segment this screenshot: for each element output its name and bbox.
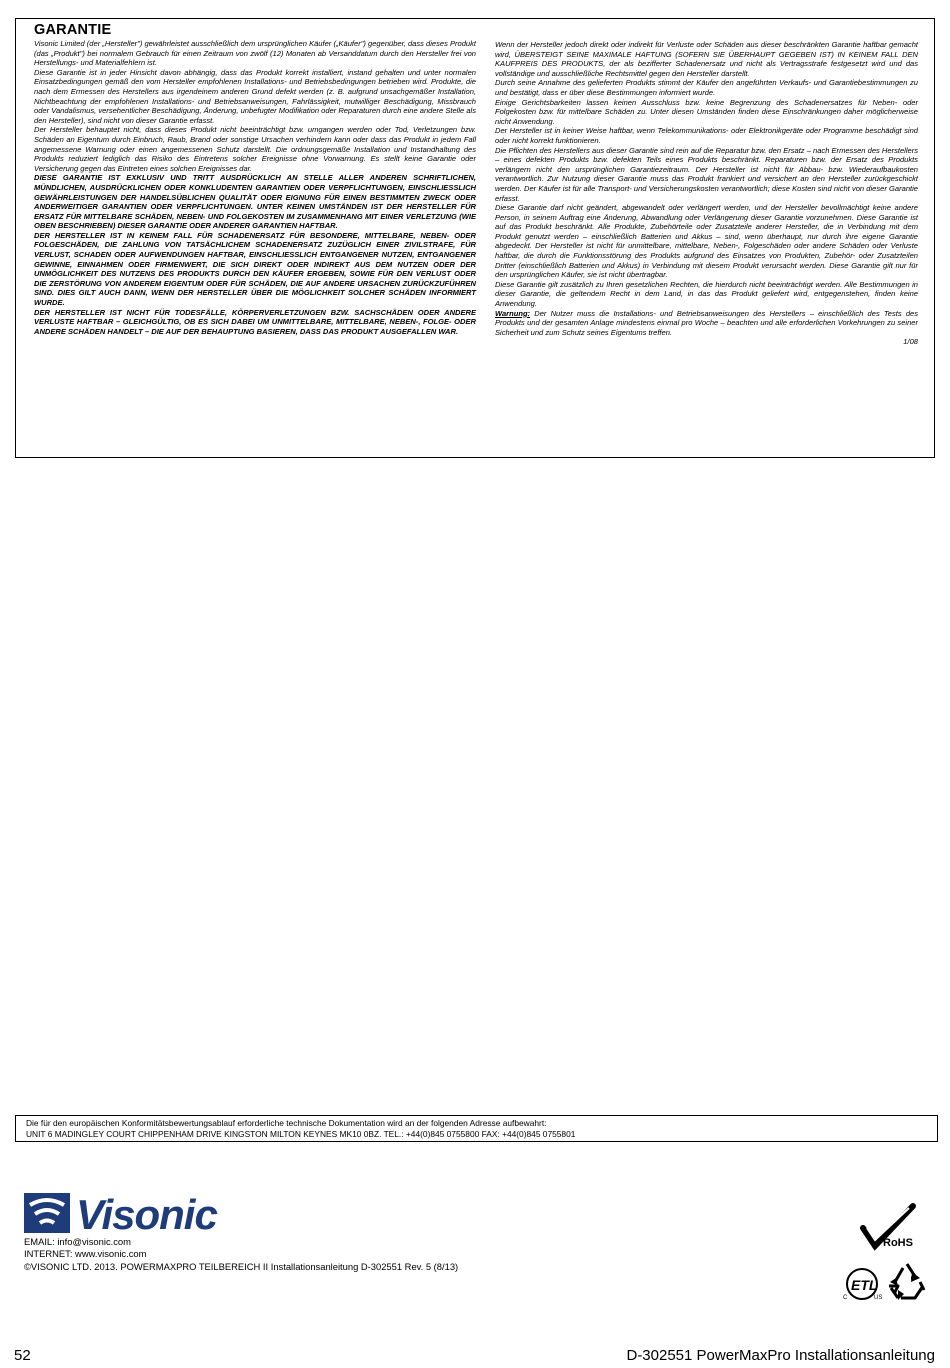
warranty-paragraph: Die Pflichten des Herstellers aus dieser Garantie sind rein auf die Reparatur bzw. den Ersatz – nach Ermessen des Herstellers – eines defekten Produkts bzw. defekten Teils eines Produkts beschränkt. Reparaturen bzw. der Ersatz des Produkts verlängern nicht den ursprünglichen Garantiezeitraum. Der Hersteller ist nicht für Abbau- bzw. Wiederaufbaukosten verantwortlich. Zur Nutzung dieser Garantie muss das Produkt frankiert und versichert an den Hersteller zurückgeschickt werden. Der Käufer ist für alle Transport- und Versicherungskosten verantwortlich; diese Kosten sind nicht von dieser Garantie erfasst. bbox=[495, 145, 918, 203]
conformity-address: UNIT 6 MADINGLEY COURT CHIPPENHAM DRIVE KINGSTON MILTON KEYNES MK10 0BZ. TEL.: +44(0)845 0755800 FAX: +44(0)845 0755801 bbox=[26, 1128, 576, 1139]
contact-email: EMAIL: info@visonic.com bbox=[24, 1236, 131, 1247]
warning-text: Der Nutzer muss die Installations- und Betriebsanweisungen des Herstellers – einschließlich des Tests des Produkts und der gesamten Anlage mindestens einmal pro Woche – beachten und alle erforderlichen Vorkehrungen zu seiner Sicherheit und zum Schutz seines Eigentums treffen. bbox=[495, 308, 918, 337]
conformity-notice bbox=[15, 1115, 938, 1142]
warranty-paragraph: Diese Garantie gilt zusätzlich zu Ihren gesetzlichen Rechten, die hierdurch nicht beeinträchtigt werden. Alle Bestimmungen in dieser Garantie, die geltendem Recht in dem Land, in das das Produkt geliefert wird, entgegenstehen, finden keine Anwendung. bbox=[495, 279, 918, 309]
rohs-label: RoHS bbox=[883, 1237, 913, 1249]
warning-label: Warnung: bbox=[495, 308, 531, 318]
warranty-title: GARANTIE bbox=[34, 22, 112, 38]
warranty-damages-paragraph: DER HERSTELLER IST IN KEINEM FALL FÜR SCHADENERSATZ FÜR BESONDERE, MITTELBARE, NEBEN- ODER FOLGESCHÄDEN, DIE ZAHLUNG VON TATSÄCHLICHEM SCHADENERSATZ ZUZÜGLICH EINER ZIVILSTRAFE, FÜR VERLUST, SCHADEN ODER AUFWENDUNGEN HAFTBAR, EINSCHLIESSLICH ENTGANGENER NUTZEN, ENTGANGENER GEWINNE, EINNAHMEN ODER FIRMENWERT, DIE SICH DIREKT ODER INDIREKT AUS DEM NUTZEN ODER DER UNMÖGLICHKEIT DES NUTZENS DES PRODUKTS DURCH DEN KÄUFER ERGEBEN, SOWIE FÜR DEN VERLUST ODER DIE ZERSTÖRUNG VON ANDEREM EIGENTUM ODER FÜR SCHÄDEN, DIE AUF ANDERE URSACHEN ZURÜCKZUFÜHREN SIND. DIES GILT AUCH DANN, WENN DER HERSTELLER ÜBER DIE MÖGLICHKEIT SOLCHER SCHÄDEN INFORMIERT WURDE. bbox=[34, 230, 476, 308]
warranty-paragraph: Wenn der Hersteller jedoch direkt oder indirekt für Verluste oder Schäden aus dieser beschränkten Garantie haftbar gemacht wird, ÜBERSTEIGT SEINE MAXIMALE HAFTUNG (SOFERN SIE ÜBERHAUPT GEGEBEN IST) IN KEINEM FALL DEN KAUFPREIS DES PRODUKTS, der als bezifferter Schadenersatz und nicht als Vertragsstrafe festgesetzt wird und das vollständige und ausschließliche Rechtsmittel gegen den Hersteller darstellt. bbox=[495, 40, 918, 78]
page-doc-title: D-302551 PowerMaxPro Installationsanleitung bbox=[626, 1347, 935, 1364]
etl-icon bbox=[842, 1266, 882, 1302]
visonic-logo bbox=[24, 1191, 254, 1237]
warranty-paragraph: Durch seine Annahme des gelieferten Produkts stimmt der Käufer den angeführten Verkaufs- und Garantiebestimmungen zu und bestätigt, dass er über diese Bestimmungen informiert wurde. bbox=[495, 78, 918, 97]
warranty-revision: 1/08 bbox=[903, 337, 918, 347]
etl-us-label: US bbox=[874, 1295, 882, 1301]
warranty-paragraph: Der Hersteller behauptet nicht, dass dieses Produkt nicht beeinträchtigt bzw. umgangen werden oder Tod, Verletzungen bzw. Schäden an Eigentum durch Einbruch, Raub, Brand oder sonstige Ursachen verhindern kann oder dass das Produkt in jedem Fall angemessene Warnung oder einen angemessenen Schutz darstellt. Die ordnungsgemäße Installation und Instandhaltung des Produkts reduziert lediglich das Risiko des Eintretens solcher Ereignisse ohne Vorwarnung. Es stellt keine Garantie oder Versicherung gegen das Eintreten eines solchen Ereignisses dar. bbox=[34, 125, 476, 173]
warranty-right-column bbox=[495, 40, 918, 347]
warranty-paragraph: Visonic Limited (der „Hersteller") gewährleistet ausschließlich dem ursprünglichen Käufer („Käufer") gegenüber, dass dieses Produkt (das „Produkt") bei normalem Gebrauch für einen Zeitraum von zwölf (12) Monaten ab Versanddatum durch den Hersteller frei von Herstellungs- und Materialfehlern ist. bbox=[34, 39, 476, 68]
contact-internet: INTERNET: www.visonic.com bbox=[24, 1248, 147, 1260]
rohs-icon bbox=[857, 1202, 919, 1254]
warranty-exclusivity-paragraph: DIESE GARANTIE IST EXKLUSIV UND TRITT AUSDRÜCKLICH AN STELLE ALLER ANDEREN SCHRIFTLICHEN, MÜNDLICHEN, AUSDRÜCKLICHEN ODER KONKLUDENTEN GARANTIEN ODER VERPFLICHTUNGEN, EINSCHLIESSLICH GEWÄHRLEISTUNGEN DER HANDELSÜBLICHEN QUALITÄT ODER EIGNUNG FÜR EINEN BESTIMMTEN ZWECK ODER ANDERWEITIGER GARANTIEN ODER VERPFLICHTUNGEN. UNTER KEINEN UMSTÄNDEN IST DER HERSTELLER FÜR ERSATZ FÜR MITTELBARE SCHÄDEN, NEBEN- UND FOLGEKOSTEN IM ZUSAMMENHANG MIT EINER VERLETZUNG (WIE OBEN BESCHRIEBEN) DIESER GARANTIE ODER ANDERER GARANTIEN HAFTBAR. bbox=[34, 173, 476, 231]
page-number: 52 bbox=[14, 1347, 31, 1364]
conformity-line: Die für den europäischen Konformitätsbewertungsablauf erforderliche technische Dokumentation wird an der folgenden Adresse aufbewahrt: bbox=[26, 1118, 547, 1128]
warranty-warning bbox=[495, 309, 918, 338]
warranty-paragraph: Der Hersteller ist in keiner Weise haftbar, wenn Telekommunikations- oder Elektronikgeräte oder Programme beschädigt sind oder nicht korrekt funktionieren. bbox=[495, 126, 918, 145]
warranty-paragraph: Diese Garantie darf nicht geändert, abgewandelt oder verlängert werden, und der Hersteller bevollmächtigt keine andere Person, in seinem Auftrag eine Änderung, Abwandlung oder Verlängerung dieser Garantie vorzunehmen. Diese Garantie ist auf das Produkt beschränkt. Alle Produkte, Zubehörteile oder Zusatzteile anderer Hersteller, die in Verbindung mit dem Produkt genutzt werden – einschließlich Batterien und Akkus – sind, wenn überhaupt, nur durch ihre eigene Garantie abgedeckt. Der Hersteller ist nicht für unmittelbare, mittelbare, Neben-, Folgeschäden oder andere Schäden oder Verluste haftbar, die durch die Funktionsstörung des Produkts aufgrund des Einsatzes von Produkten, Zubehör- oder Zusatzteilen Dritter (einschließlich Batterien und Akkus) in Verbindung mit diesem Produkt verursacht werden. Diese Garantie gilt nur für den ursprünglichen Käufer, sie ist nicht übertragbar. bbox=[495, 203, 918, 280]
contact-block bbox=[24, 1236, 458, 1273]
warranty-liability-paragraph: DER HERSTELLER IST NICHT FÜR TODESFÄLLE, KÖRPERVERLETZUNGEN BZW. SACHSCHÄDEN ODER ANDERE VERLUSTE HAFTBAR – GLEICHGÜLTIG, OB ES SICH DABEI UM UNMITTELBARE, MITTELBARE, NEBEN-, FOLGE- ODER ANDERE SCHÄDEN HANDELT – DIE AUF DER BEHAUPTUNG BASIEREN, DASS DAS PRODUKT AUSGEFALLEN WAR. bbox=[34, 307, 476, 336]
warranty-box bbox=[15, 18, 935, 458]
etl-label: ETL bbox=[851, 1277, 878, 1293]
warranty-paragraph: Diese Garantie ist in jeder Hinsicht davon abhängig, dass das Produkt korrekt installiert, instand gehalten und unter normalen Einsatzbedingungen gemäß den vom Hersteller empfohlenen Installations- und Betriebsbedingungen betrieben wird. Produkte, die nach dem Ermessen des Herstellers aus irgendeinem anderen Grund defekt werden (z. B. aufgrund unsachgemäßer Installation, Nichtbeachtung der empfohlenen Installations- und Betriebsanweisungen, Fahrlässigkeit, mutwilliger Beschädigung, Missbrauch oder Vandalismus, versehentlicher Beschädigung, Änderung, unbefugter Modifikation oder Reparaturen durch eine andere Stelle als den Hersteller), sind nicht von dieser Garantie erfasst. bbox=[34, 67, 476, 125]
copyright-line: ©VISONIC LTD. 2013. POWERMAXPRO TEILBEREICH II Installationsanleitung D-302551 Rev. 5 (8/13) bbox=[24, 1260, 459, 1272]
warranty-paragraph: Einige Gerichtsbarkeiten lassen keinen Ausschluss bzw. keine Begrenzung des Schadenersatzes für Neben- oder Folgekosten bzw. für mittelbare Schäden zu. Unter diesen Umständen finden diese Einschränkungen daher möglicherweise nicht Anwendung. bbox=[495, 97, 918, 126]
etl-c-label: C bbox=[843, 1295, 848, 1301]
warranty-left-column bbox=[34, 39, 476, 336]
recycle-icon bbox=[886, 1260, 928, 1300]
logo-wordmark: Visonic bbox=[76, 1191, 217, 1237]
